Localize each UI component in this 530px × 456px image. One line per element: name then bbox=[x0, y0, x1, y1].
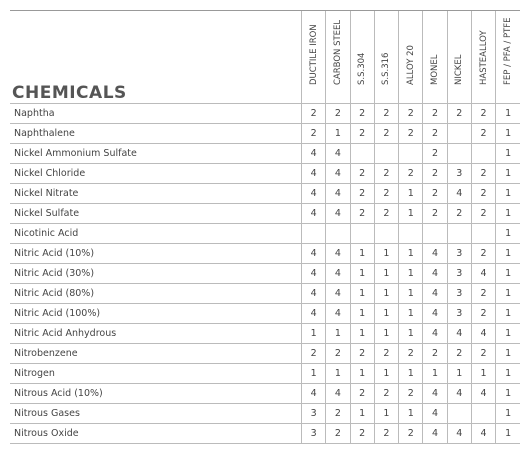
rating-cell: 4 bbox=[423, 264, 447, 284]
rating-cell: 1 bbox=[399, 204, 423, 224]
rating-cell: 2 bbox=[471, 184, 495, 204]
rating-cell bbox=[301, 224, 325, 244]
rating-cell: 2 bbox=[399, 344, 423, 364]
rating-cell: 1 bbox=[496, 304, 520, 324]
rating-cell: 4 bbox=[447, 424, 471, 444]
table-body bbox=[10, 104, 520, 444]
rating-cell: 2 bbox=[423, 204, 447, 224]
rating-cell: 1 bbox=[399, 264, 423, 284]
rating-cell: 2 bbox=[399, 164, 423, 184]
table-row bbox=[10, 224, 520, 244]
rating-cell: 1 bbox=[399, 284, 423, 304]
rating-cell: 4 bbox=[326, 184, 350, 204]
chemical-name: Nickel Chloride bbox=[10, 164, 301, 184]
rating-cell: 2 bbox=[399, 384, 423, 404]
rating-cell: 4 bbox=[447, 324, 471, 344]
rating-cell: 3 bbox=[447, 164, 471, 184]
rating-cell: 1 bbox=[496, 104, 520, 124]
material-header-label: HASTEALLOY bbox=[478, 30, 489, 85]
rating-cell: 1 bbox=[423, 364, 447, 384]
rating-cell: 1 bbox=[496, 344, 520, 364]
material-header bbox=[423, 11, 447, 104]
rating-cell: 1 bbox=[496, 384, 520, 404]
material-header bbox=[496, 11, 520, 104]
rating-cell: 1 bbox=[496, 184, 520, 204]
rating-cell: 1 bbox=[399, 404, 423, 424]
rating-cell: 1 bbox=[350, 284, 374, 304]
chemical-name: Nickel Ammonium Sulfate bbox=[10, 144, 301, 164]
rating-cell: 2 bbox=[301, 124, 325, 144]
rating-cell: 1 bbox=[496, 244, 520, 264]
table-row bbox=[10, 244, 520, 264]
rating-cell: 4 bbox=[326, 264, 350, 284]
chemical-name: Nitric Acid (80%) bbox=[10, 284, 301, 304]
material-header bbox=[301, 11, 325, 104]
table-row bbox=[10, 304, 520, 324]
rating-cell: 4 bbox=[301, 304, 325, 324]
chemical-name: Nitric Acid (10%) bbox=[10, 244, 301, 264]
material-header bbox=[399, 11, 423, 104]
material-header-label: S.S.316 bbox=[381, 52, 392, 85]
rating-cell: 1 bbox=[496, 164, 520, 184]
table-row bbox=[10, 284, 520, 304]
table-row bbox=[10, 184, 520, 204]
table-row bbox=[10, 324, 520, 344]
rating-cell: 1 bbox=[326, 324, 350, 344]
rating-cell: 2 bbox=[350, 384, 374, 404]
rating-cell: 2 bbox=[399, 124, 423, 144]
rating-cell: 1 bbox=[374, 284, 398, 304]
rating-cell: 4 bbox=[447, 384, 471, 404]
rating-cell: 4 bbox=[326, 164, 350, 184]
rating-cell: 2 bbox=[374, 204, 398, 224]
table-row bbox=[10, 104, 520, 124]
chemical-name: Nitrous Acid (10%) bbox=[10, 384, 301, 404]
chemicals-column-header bbox=[10, 11, 301, 104]
rating-cell: 2 bbox=[471, 204, 495, 224]
material-header bbox=[471, 11, 495, 104]
rating-cell: 1 bbox=[326, 364, 350, 384]
rating-cell: 4 bbox=[471, 324, 495, 344]
rating-cell: 4 bbox=[326, 384, 350, 404]
header-row bbox=[10, 11, 520, 104]
rating-cell: 2 bbox=[471, 244, 495, 264]
rating-cell: 2 bbox=[423, 104, 447, 124]
material-header bbox=[350, 11, 374, 104]
rating-cell: 2 bbox=[350, 204, 374, 224]
rating-cell: 1 bbox=[496, 204, 520, 224]
rating-cell: 2 bbox=[301, 104, 325, 124]
rating-cell: 2 bbox=[471, 164, 495, 184]
rating-cell: 4 bbox=[301, 384, 325, 404]
rating-cell: 1 bbox=[326, 124, 350, 144]
rating-cell: 3 bbox=[301, 424, 325, 444]
rating-cell: 4 bbox=[301, 184, 325, 204]
rating-cell: 2 bbox=[350, 104, 374, 124]
material-header bbox=[326, 11, 350, 104]
rating-cell: 1 bbox=[447, 364, 471, 384]
table-row bbox=[10, 384, 520, 404]
rating-cell bbox=[447, 124, 471, 144]
rating-cell: 4 bbox=[301, 144, 325, 164]
rating-cell: 1 bbox=[496, 404, 520, 424]
table-row bbox=[10, 344, 520, 364]
rating-cell: 2 bbox=[350, 424, 374, 444]
rating-cell: 1 bbox=[471, 364, 495, 384]
rating-cell: 4 bbox=[423, 304, 447, 324]
rating-cell bbox=[399, 144, 423, 164]
rating-cell: 1 bbox=[496, 324, 520, 344]
rating-cell: 2 bbox=[423, 124, 447, 144]
material-header-label: CARBON STEEL bbox=[332, 19, 343, 85]
rating-cell: 1 bbox=[350, 324, 374, 344]
rating-cell bbox=[326, 224, 350, 244]
rating-cell: 2 bbox=[326, 344, 350, 364]
rating-cell: 1 bbox=[399, 184, 423, 204]
chemical-name: Nitric Acid (100%) bbox=[10, 304, 301, 324]
rating-cell: 4 bbox=[447, 184, 471, 204]
rating-cell: 1 bbox=[301, 324, 325, 344]
material-header-label: FEP / PFA / PTFE bbox=[503, 17, 514, 85]
rating-cell: 2 bbox=[471, 344, 495, 364]
rating-cell: 1 bbox=[374, 264, 398, 284]
rating-cell: 2 bbox=[471, 104, 495, 124]
rating-cell: 2 bbox=[423, 184, 447, 204]
rating-cell: 4 bbox=[423, 404, 447, 424]
rating-cell: 2 bbox=[471, 284, 495, 304]
rating-cell: 1 bbox=[496, 224, 520, 244]
rating-cell: 1 bbox=[374, 404, 398, 424]
rating-cell: 3 bbox=[447, 244, 471, 264]
rating-cell: 2 bbox=[447, 344, 471, 364]
table-row bbox=[10, 144, 520, 164]
rating-cell: 2 bbox=[374, 184, 398, 204]
rating-cell: 1 bbox=[496, 264, 520, 284]
chemical-name: Nitrobenzene bbox=[10, 344, 301, 364]
rating-cell: 2 bbox=[374, 384, 398, 404]
rating-cell: 2 bbox=[350, 164, 374, 184]
rating-cell: 2 bbox=[399, 104, 423, 124]
rating-cell: 1 bbox=[350, 304, 374, 324]
material-header bbox=[374, 11, 398, 104]
rating-cell: 4 bbox=[301, 264, 325, 284]
chemical-name: Nicotinic Acid bbox=[10, 224, 301, 244]
rating-cell: 1 bbox=[350, 244, 374, 264]
rating-cell: 1 bbox=[350, 264, 374, 284]
rating-cell: 4 bbox=[423, 384, 447, 404]
rating-cell: 4 bbox=[423, 244, 447, 264]
table-row bbox=[10, 164, 520, 184]
rating-cell: 4 bbox=[423, 284, 447, 304]
rating-cell: 2 bbox=[471, 124, 495, 144]
rating-cell: 3 bbox=[447, 304, 471, 324]
rating-cell: 2 bbox=[326, 404, 350, 424]
rating-cell: 2 bbox=[374, 164, 398, 184]
material-header-label: ALLOY 20 bbox=[405, 45, 416, 85]
rating-cell: 4 bbox=[301, 284, 325, 304]
chemical-name: Nitrous Gases bbox=[10, 404, 301, 424]
rating-cell bbox=[471, 224, 495, 244]
rating-cell: 3 bbox=[301, 404, 325, 424]
rating-cell bbox=[350, 224, 374, 244]
rating-cell: 1 bbox=[374, 324, 398, 344]
chemical-name: Nitric Acid (30%) bbox=[10, 264, 301, 284]
rating-cell: 3 bbox=[447, 284, 471, 304]
rating-cell: 2 bbox=[447, 204, 471, 224]
rating-cell bbox=[399, 224, 423, 244]
chemical-name: Nickel Sulfate bbox=[10, 204, 301, 224]
rating-cell: 1 bbox=[496, 424, 520, 444]
rating-cell: 2 bbox=[447, 104, 471, 124]
rating-cell bbox=[447, 144, 471, 164]
rating-cell: 4 bbox=[423, 424, 447, 444]
rating-cell: 1 bbox=[301, 364, 325, 384]
material-header bbox=[447, 11, 471, 104]
table-row bbox=[10, 424, 520, 444]
rating-cell: 1 bbox=[374, 304, 398, 324]
chemical-name: Nickel Nitrate bbox=[10, 184, 301, 204]
chemical-name: Naphthalene bbox=[10, 124, 301, 144]
table-title: CHEMICALS bbox=[12, 83, 127, 103]
rating-cell bbox=[471, 404, 495, 424]
rating-cell bbox=[447, 224, 471, 244]
rating-cell: 1 bbox=[350, 364, 374, 384]
rating-cell: 4 bbox=[326, 304, 350, 324]
chemical-name: Naphtha bbox=[10, 104, 301, 124]
table-row bbox=[10, 264, 520, 284]
rating-cell: 4 bbox=[471, 424, 495, 444]
rating-cell: 1 bbox=[496, 144, 520, 164]
rating-cell: 4 bbox=[301, 164, 325, 184]
rating-cell: 4 bbox=[326, 204, 350, 224]
chemical-compatibility-table bbox=[10, 10, 520, 444]
rating-cell: 4 bbox=[423, 324, 447, 344]
rating-cell: 2 bbox=[326, 424, 350, 444]
material-header-label: DUCTILE IRON bbox=[308, 24, 319, 85]
rating-cell: 4 bbox=[301, 244, 325, 264]
rating-cell: 1 bbox=[399, 324, 423, 344]
rating-cell: 4 bbox=[326, 144, 350, 164]
rating-cell: 1 bbox=[374, 244, 398, 264]
rating-cell: 1 bbox=[374, 364, 398, 384]
rating-cell: 4 bbox=[471, 384, 495, 404]
rating-cell bbox=[350, 144, 374, 164]
rating-cell: 2 bbox=[423, 344, 447, 364]
material-header-label: S.S.304 bbox=[357, 52, 368, 85]
rating-cell: 2 bbox=[374, 104, 398, 124]
material-header-label: NICKEL bbox=[454, 54, 465, 85]
rating-cell: 2 bbox=[471, 304, 495, 324]
chemical-name: Nitric Acid Anhydrous bbox=[10, 324, 301, 344]
compatibility-chart bbox=[10, 10, 520, 444]
rating-cell: 2 bbox=[301, 344, 325, 364]
rating-cell: 2 bbox=[374, 344, 398, 364]
rating-cell: 4 bbox=[471, 264, 495, 284]
rating-cell: 2 bbox=[423, 144, 447, 164]
rating-cell: 2 bbox=[350, 184, 374, 204]
table-row bbox=[10, 404, 520, 424]
rating-cell bbox=[471, 144, 495, 164]
rating-cell: 2 bbox=[423, 164, 447, 184]
rating-cell: 2 bbox=[350, 344, 374, 364]
material-header-label: MONEL bbox=[430, 54, 440, 85]
rating-cell: 1 bbox=[399, 304, 423, 324]
rating-cell: 1 bbox=[496, 364, 520, 384]
rating-cell: 3 bbox=[447, 264, 471, 284]
rating-cell bbox=[423, 224, 447, 244]
rating-cell: 1 bbox=[399, 364, 423, 384]
chemical-name: Nitrogen bbox=[10, 364, 301, 384]
rating-cell: 2 bbox=[399, 424, 423, 444]
rating-cell: 4 bbox=[301, 204, 325, 224]
rating-cell: 1 bbox=[496, 124, 520, 144]
rating-cell: 1 bbox=[399, 244, 423, 264]
rating-cell: 2 bbox=[350, 124, 374, 144]
rating-cell: 1 bbox=[496, 284, 520, 304]
chemical-name: Nitrous Oxide bbox=[10, 424, 301, 444]
rating-cell bbox=[447, 404, 471, 424]
rating-cell: 2 bbox=[374, 424, 398, 444]
rating-cell: 2 bbox=[326, 104, 350, 124]
rating-cell bbox=[374, 224, 398, 244]
rating-cell bbox=[374, 144, 398, 164]
rating-cell: 1 bbox=[350, 404, 374, 424]
rating-cell: 4 bbox=[326, 284, 350, 304]
table-row bbox=[10, 364, 520, 384]
table-row bbox=[10, 124, 520, 144]
rating-cell: 2 bbox=[374, 124, 398, 144]
rating-cell: 4 bbox=[326, 244, 350, 264]
table-row bbox=[10, 204, 520, 224]
